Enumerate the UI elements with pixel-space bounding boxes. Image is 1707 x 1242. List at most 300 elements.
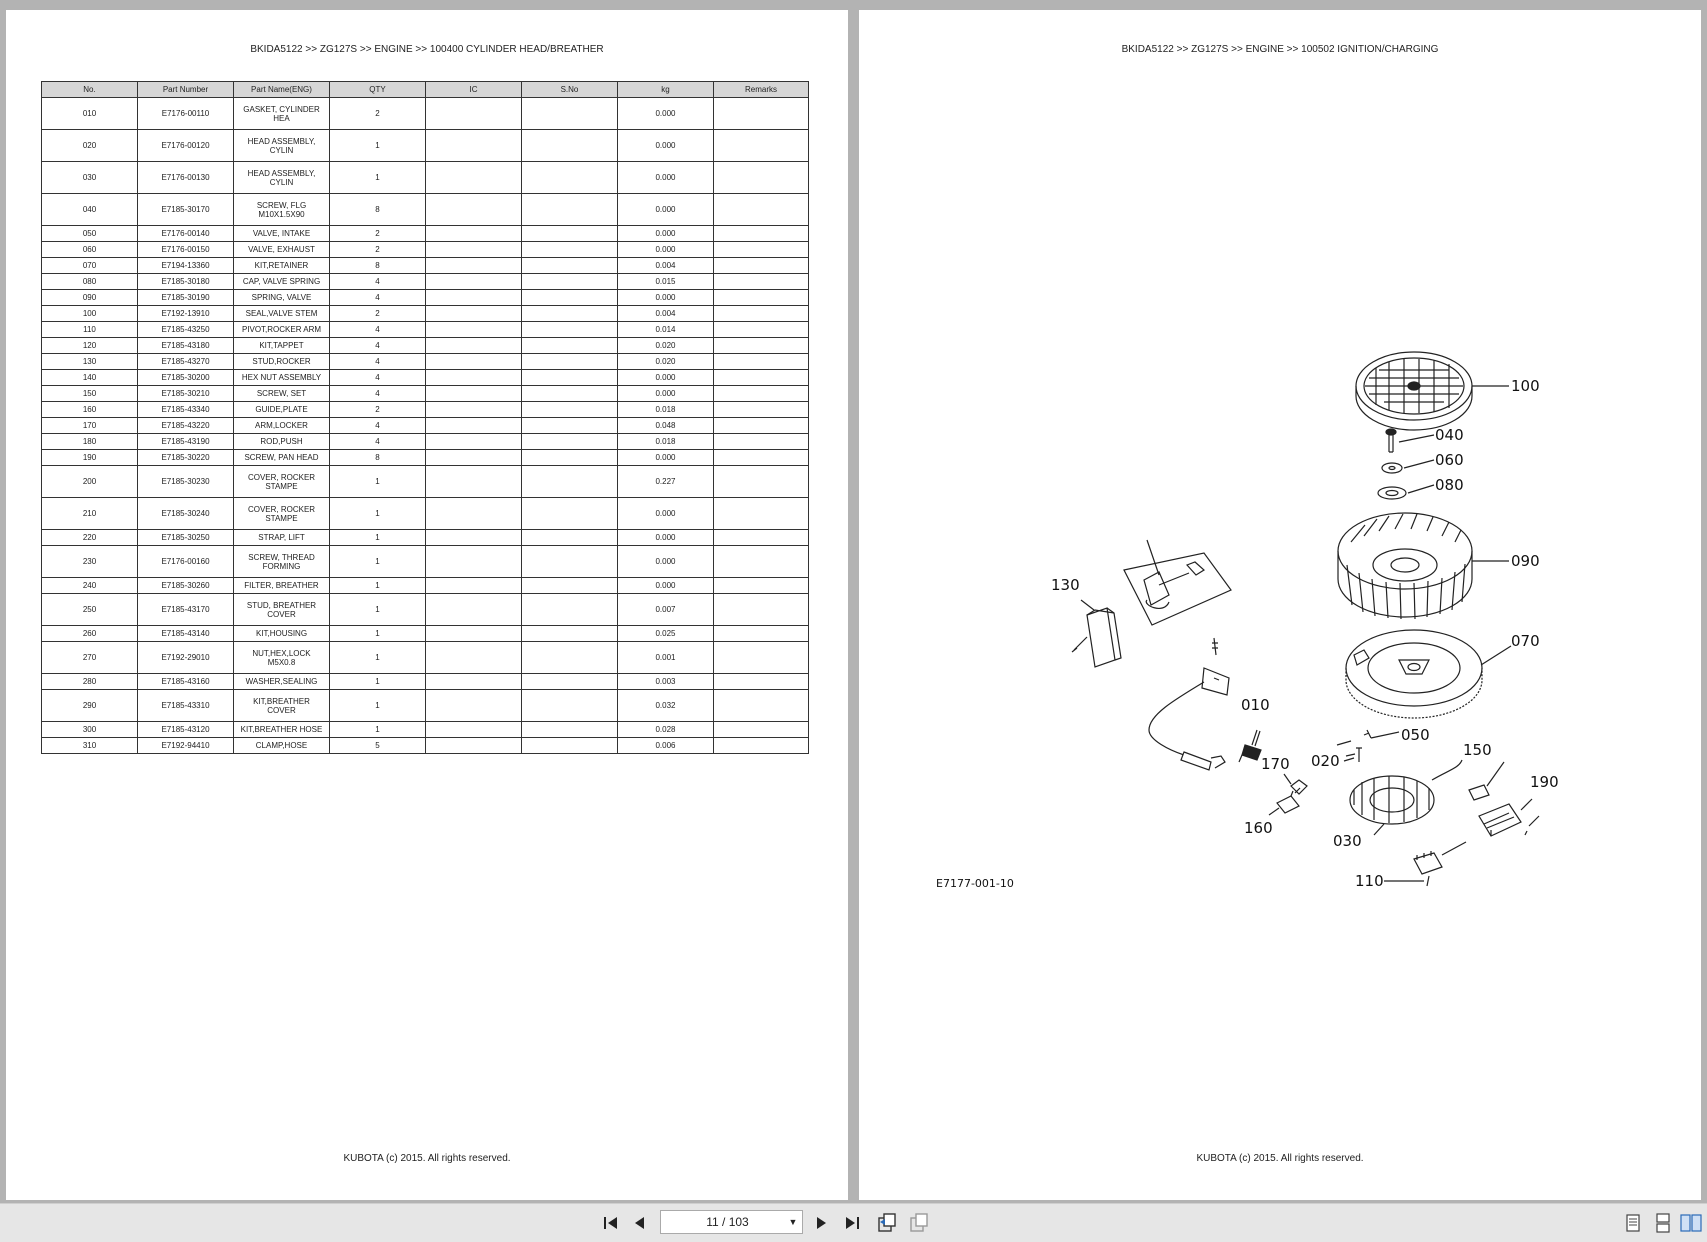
cell-sno (522, 466, 618, 498)
cell-qty: 1 (330, 594, 426, 626)
callout-090: 090 (1511, 552, 1540, 570)
part-170-clamp-drawing (1291, 780, 1307, 794)
cell-part-number: E7192-29010 (138, 642, 234, 674)
cell-part-name: COVER, ROCKER STAMPE (234, 466, 330, 498)
cell-qty: 1 (330, 546, 426, 578)
cell-ic (426, 642, 522, 674)
cell-kg: 0.020 (618, 338, 714, 354)
cell-no: 260 (42, 626, 138, 642)
cell-part-name: KIT,TAPPET (234, 338, 330, 354)
cell-qty: 8 (330, 450, 426, 466)
table-row (42, 546, 809, 578)
cell-sno (522, 626, 618, 642)
cell-sno (522, 162, 618, 194)
cell-ic (426, 594, 522, 626)
cell-sno (522, 674, 618, 690)
cell-ic (426, 242, 522, 258)
cell-qty: 5 (330, 738, 426, 754)
cell-qty: 4 (330, 386, 426, 402)
cell-kg: 0.000 (618, 546, 714, 578)
cell-sno (522, 290, 618, 306)
cell-kg: 0.000 (618, 130, 714, 162)
cell-kg: 0.000 (618, 290, 714, 306)
cell-sno (522, 642, 618, 674)
cell-no: 230 (42, 546, 138, 578)
table-row (42, 274, 809, 290)
column-header-kg: kg (618, 82, 714, 98)
cell-kg: 0.032 (618, 690, 714, 722)
cell-kg: 0.018 (618, 402, 714, 418)
parts-table-body (42, 98, 809, 754)
cell-part-name: VALVE, EXHAUST (234, 242, 330, 258)
cell-no: 170 (42, 418, 138, 434)
callout-040: 040 (1435, 426, 1464, 444)
cell-qty: 4 (330, 274, 426, 290)
part-030-stator-drawing (1350, 760, 1462, 824)
callout-010: 010 (1241, 696, 1270, 714)
cell-ic (426, 194, 522, 226)
cell-part-name: HEAD ASSEMBLY, CYLIN (234, 162, 330, 194)
two-page-view-icon (1680, 1213, 1702, 1233)
cell-ic (426, 306, 522, 322)
cell-qty: 4 (330, 338, 426, 354)
cell-qty: 4 (330, 370, 426, 386)
cell-part-name: SCREW, THREAD FORMING (234, 546, 330, 578)
cell-part-name: KIT,BREATHER HOSE (234, 722, 330, 738)
cell-kg: 0.018 (618, 434, 714, 450)
cell-kg: 0.020 (618, 354, 714, 370)
cell-qty: 1 (330, 162, 426, 194)
cell-kg: 0.015 (618, 274, 714, 290)
cell-sno (522, 738, 618, 754)
cell-sno (522, 130, 618, 162)
table-row (42, 530, 809, 546)
cell-kg: 0.048 (618, 418, 714, 434)
cell-kg: 0.000 (618, 530, 714, 546)
cell-qty: 4 (330, 322, 426, 338)
table-row (42, 674, 809, 690)
right-page-footer: KUBOTA (c) 2015. All rights reserved. (1196, 1153, 1364, 1164)
callout-130: 130 (1051, 576, 1080, 594)
cell-remarks (714, 418, 809, 434)
cell-part-name: NUT,HEX,LOCK M5X0.8 (234, 642, 330, 674)
cell-part-number: E7176-00140 (138, 226, 234, 242)
next-page-icon (812, 1214, 830, 1232)
table-row (42, 466, 809, 498)
cell-remarks (714, 290, 809, 306)
cell-kg: 0.000 (618, 242, 714, 258)
column-header-qty: QTY (330, 82, 426, 98)
cell-part-number: E7185-43220 (138, 418, 234, 434)
cell-part-number: E7185-30180 (138, 274, 234, 290)
next-view-button[interactable] (906, 1210, 932, 1236)
table-row (42, 194, 809, 226)
table-row (42, 578, 809, 594)
table-row (42, 130, 809, 162)
two-page-view-button[interactable] (1678, 1210, 1704, 1236)
callout-050: 050 (1401, 726, 1430, 744)
cell-no: 150 (42, 386, 138, 402)
cell-no: 090 (42, 290, 138, 306)
next-view-icon (908, 1212, 930, 1234)
table-row (42, 322, 809, 338)
cell-remarks (714, 642, 809, 674)
cell-part-name: VALVE, INTAKE (234, 226, 330, 242)
column-header-part-number: Part Number (138, 82, 234, 98)
table-row (42, 450, 809, 466)
cell-part-number: E7194-13360 (138, 258, 234, 274)
viewer-toolbar (0, 1203, 1707, 1242)
table-row (42, 258, 809, 274)
cell-part-name: ARM,LOCKER (234, 418, 330, 434)
part-190-regulator-drawing (1479, 804, 1521, 836)
cell-kg: 0.000 (618, 370, 714, 386)
cell-part-name: KIT,HOUSING (234, 626, 330, 642)
cell-qty: 1 (330, 642, 426, 674)
table-header-row (42, 82, 809, 98)
cell-sno (522, 226, 618, 242)
cell-ic (426, 450, 522, 466)
table-row (42, 418, 809, 434)
cell-qty: 1 (330, 530, 426, 546)
cell-sno (522, 338, 618, 354)
cell-sno (522, 386, 618, 402)
cell-sno (522, 242, 618, 258)
cell-no: 220 (42, 530, 138, 546)
cell-kg: 0.000 (618, 386, 714, 402)
part-080-lockwasher-drawing (1378, 487, 1406, 499)
part-090-flywheel-fan-drawing (1338, 513, 1472, 619)
cell-kg: 0.014 (618, 322, 714, 338)
cell-kg: 0.000 (618, 578, 714, 594)
cell-ic (426, 354, 522, 370)
cell-part-number: E7185-30220 (138, 450, 234, 466)
cell-no: 080 (42, 274, 138, 290)
cell-ic (426, 578, 522, 594)
cell-qty: 4 (330, 434, 426, 450)
cell-sno (522, 306, 618, 322)
cell-sno (522, 98, 618, 130)
cell-remarks (714, 386, 809, 402)
cell-sno (522, 322, 618, 338)
cell-ic (426, 402, 522, 418)
cell-part-name: KIT,RETAINER (234, 258, 330, 274)
cell-sno (522, 530, 618, 546)
column-header-no: No. (42, 82, 138, 98)
cell-remarks (714, 498, 809, 530)
cell-remarks (714, 450, 809, 466)
callout-030: 030 (1333, 832, 1362, 850)
callout-190: 190 (1530, 773, 1559, 791)
cell-remarks (714, 626, 809, 642)
cell-remarks (714, 738, 809, 754)
cell-ic (426, 274, 522, 290)
cell-part-name: CLAMP,HOSE (234, 738, 330, 754)
cell-ic (426, 722, 522, 738)
figure-number: E7177-001-10 (936, 877, 1014, 890)
callout-080: 080 (1435, 476, 1464, 494)
coil-assembly-drawing (1124, 540, 1231, 625)
cell-sno (522, 402, 618, 418)
cell-qty: 1 (330, 674, 426, 690)
table-row (42, 290, 809, 306)
table-row (42, 306, 809, 322)
cell-part-name: GUIDE,PLATE (234, 402, 330, 418)
table-row (42, 338, 809, 354)
cell-ic (426, 386, 522, 402)
cell-remarks (714, 242, 809, 258)
left-page (6, 10, 848, 1200)
right-page (859, 10, 1701, 1200)
left-page-footer: KUBOTA (c) 2015. All rights reserved. (343, 1153, 511, 1164)
cell-remarks (714, 530, 809, 546)
part-050-screw-drawing (1337, 730, 1371, 745)
previous-view-icon (876, 1212, 898, 1234)
cell-part-name: CAP, VALVE SPRING (234, 274, 330, 290)
callout-060: 060 (1435, 451, 1464, 469)
cell-kg: 0.007 (618, 594, 714, 626)
cell-remarks (714, 594, 809, 626)
cell-part-number: E7185-43180 (138, 338, 234, 354)
cell-remarks (714, 546, 809, 578)
cell-ic (426, 434, 522, 450)
cell-part-name: COVER, ROCKER STAMPE (234, 498, 330, 530)
cell-qty: 2 (330, 306, 426, 322)
callout-160: 160 (1244, 819, 1273, 837)
cell-no: 130 (42, 354, 138, 370)
last-page-button[interactable] (839, 1210, 865, 1236)
cell-part-number: E7185-30210 (138, 386, 234, 402)
cell-remarks (714, 578, 809, 594)
cell-remarks (714, 338, 809, 354)
cell-no: 100 (42, 306, 138, 322)
callout-100: 100 (1511, 377, 1540, 395)
previous-page-icon (631, 1214, 649, 1232)
cell-remarks (714, 402, 809, 418)
cell-part-number: E7192-94410 (138, 738, 234, 754)
cell-remarks (714, 194, 809, 226)
cell-part-name: KIT,BREATHER COVER (234, 690, 330, 722)
cell-kg: 0.001 (618, 642, 714, 674)
cell-part-name: SPRING, VALVE (234, 290, 330, 306)
cell-part-number: E7185-30240 (138, 498, 234, 530)
single-page-view-button[interactable] (1620, 1210, 1646, 1236)
column-header-sno: S.No (522, 82, 618, 98)
cell-ic (426, 258, 522, 274)
cell-part-number: E7185-43310 (138, 690, 234, 722)
cell-qty: 1 (330, 498, 426, 530)
cell-sno (522, 578, 618, 594)
cell-remarks (714, 722, 809, 738)
cell-kg: 0.025 (618, 626, 714, 642)
cell-part-number: E7176-00160 (138, 546, 234, 578)
cell-sno (522, 370, 618, 386)
cell-kg: 0.003 (618, 674, 714, 690)
continuous-view-icon (1655, 1213, 1671, 1233)
cell-no: 010 (42, 98, 138, 130)
part-070-flywheel-drawing (1346, 630, 1482, 718)
cell-part-number: E7185-30200 (138, 370, 234, 386)
cell-qty: 2 (330, 402, 426, 418)
cell-part-number: E7185-43120 (138, 722, 234, 738)
cell-part-number: E7185-43140 (138, 626, 234, 642)
cell-part-number: E7185-30190 (138, 290, 234, 306)
cell-part-number: E7192-13910 (138, 306, 234, 322)
cell-part-number: E7176-00130 (138, 162, 234, 194)
part-010-spark-plug-drawing (1239, 730, 1261, 762)
cell-qty: 4 (330, 290, 426, 306)
cell-part-number: E7185-30170 (138, 194, 234, 226)
cell-kg: 0.000 (618, 226, 714, 242)
table-row (42, 738, 809, 754)
cell-no: 160 (42, 402, 138, 418)
cell-part-number: E7185-43270 (138, 354, 234, 370)
cell-no: 110 (42, 322, 138, 338)
table-row (42, 386, 809, 402)
cell-no: 040 (42, 194, 138, 226)
cell-part-name: ROD,PUSH (234, 434, 330, 450)
continuous-view-button[interactable] (1650, 1210, 1676, 1236)
table-row (42, 402, 809, 418)
cell-no: 280 (42, 674, 138, 690)
cell-qty: 1 (330, 626, 426, 642)
cell-qty: 4 (330, 418, 426, 434)
part-040-bolt-drawing (1386, 429, 1396, 452)
cell-remarks (714, 434, 809, 450)
cell-sno (522, 594, 618, 626)
cell-kg: 0.028 (618, 722, 714, 738)
cell-kg: 0.000 (618, 450, 714, 466)
cell-qty: 1 (330, 578, 426, 594)
cell-remarks (714, 162, 809, 194)
cell-no: 050 (42, 226, 138, 242)
last-page-icon (843, 1214, 861, 1232)
cell-part-number: E7185-43340 (138, 402, 234, 418)
callout-150: 150 (1463, 741, 1492, 759)
cell-no: 020 (42, 130, 138, 162)
cell-sno (522, 418, 618, 434)
first-page-icon (602, 1214, 620, 1232)
cell-qty: 1 (330, 466, 426, 498)
part-100-screen-drawing (1356, 352, 1472, 430)
spark-plug-lead-drawing (1149, 638, 1229, 770)
cell-no: 140 (42, 370, 138, 386)
cell-ic (426, 338, 522, 354)
cell-qty: 4 (330, 354, 426, 370)
cell-remarks (714, 354, 809, 370)
table-row (42, 354, 809, 370)
cell-part-number: E7176-00120 (138, 130, 234, 162)
cell-part-number: E7176-00110 (138, 98, 234, 130)
single-page-view-icon (1625, 1213, 1641, 1233)
cell-ic (426, 226, 522, 242)
cell-ic (426, 690, 522, 722)
cell-part-name: STRAP, LIFT (234, 530, 330, 546)
cell-ic (426, 370, 522, 386)
cell-ic (426, 98, 522, 130)
cell-part-name: HEAD ASSEMBLY, CYLIN (234, 130, 330, 162)
cell-kg: 0.227 (618, 466, 714, 498)
cell-part-name: GASKET, CYLINDER HEA (234, 98, 330, 130)
cell-remarks (714, 130, 809, 162)
cell-remarks (714, 466, 809, 498)
part-150-connector-drawing (1469, 785, 1489, 800)
cell-part-name: FILTER, BREATHER (234, 578, 330, 594)
next-page-button[interactable] (808, 1210, 834, 1236)
cell-no: 190 (42, 450, 138, 466)
cell-part-number: E7185-30230 (138, 466, 234, 498)
cell-kg: 0.000 (618, 162, 714, 194)
cell-part-name: STUD, BREATHER COVER (234, 594, 330, 626)
cell-part-number: E7185-30250 (138, 530, 234, 546)
cell-no: 270 (42, 642, 138, 674)
cell-qty: 1 (330, 722, 426, 738)
cell-kg: 0.004 (618, 306, 714, 322)
cell-no: 120 (42, 338, 138, 354)
table-row (42, 242, 809, 258)
cell-ic (426, 498, 522, 530)
cell-remarks (714, 226, 809, 242)
cell-no: 210 (42, 498, 138, 530)
cell-no: 070 (42, 258, 138, 274)
cell-ic (426, 162, 522, 194)
callout-170: 170 (1261, 755, 1290, 773)
chevron-down-icon[interactable]: ▼ (788, 1217, 798, 1227)
callout-020: 020 (1311, 752, 1340, 770)
cell-no: 200 (42, 466, 138, 498)
cell-ic (426, 738, 522, 754)
ignition-charging-exploded-diagram (859, 10, 1701, 1200)
table-row (42, 642, 809, 674)
page-indicator: 11 / 103 (706, 1215, 749, 1229)
cell-no: 060 (42, 242, 138, 258)
table-row (42, 594, 809, 626)
cell-qty: 1 (330, 130, 426, 162)
cell-ic (426, 290, 522, 306)
cell-ic (426, 626, 522, 642)
cell-no: 290 (42, 690, 138, 722)
table-row (42, 434, 809, 450)
cell-ic (426, 130, 522, 162)
previous-view-button[interactable] (874, 1210, 900, 1236)
previous-page-button[interactable] (627, 1210, 653, 1236)
table-row (42, 690, 809, 722)
cell-sno (522, 354, 618, 370)
cell-part-name: HEX NUT ASSEMBLY (234, 370, 330, 386)
callout-110: 110 (1355, 872, 1384, 890)
cell-sno (522, 258, 618, 274)
cell-no: 030 (42, 162, 138, 194)
cell-remarks (714, 306, 809, 322)
cell-sno (522, 546, 618, 578)
cell-sno (522, 450, 618, 466)
cell-ic (426, 674, 522, 690)
cell-kg: 0.000 (618, 98, 714, 130)
cell-ic (426, 322, 522, 338)
page-number-field[interactable] (660, 1210, 803, 1234)
cell-remarks (714, 258, 809, 274)
table-row (42, 162, 809, 194)
left-page-header: BKIDA5122 >> ZG127S >> ENGINE >> 100400 CYLINDER HEAD/BREATHER (250, 44, 604, 55)
column-header-remarks: Remarks (714, 82, 809, 98)
table-row (42, 722, 809, 738)
cell-sno (522, 690, 618, 722)
cell-no: 250 (42, 594, 138, 626)
first-page-button[interactable] (598, 1210, 624, 1236)
table-row (42, 498, 809, 530)
callout-070: 070 (1511, 632, 1540, 650)
cell-remarks (714, 370, 809, 386)
